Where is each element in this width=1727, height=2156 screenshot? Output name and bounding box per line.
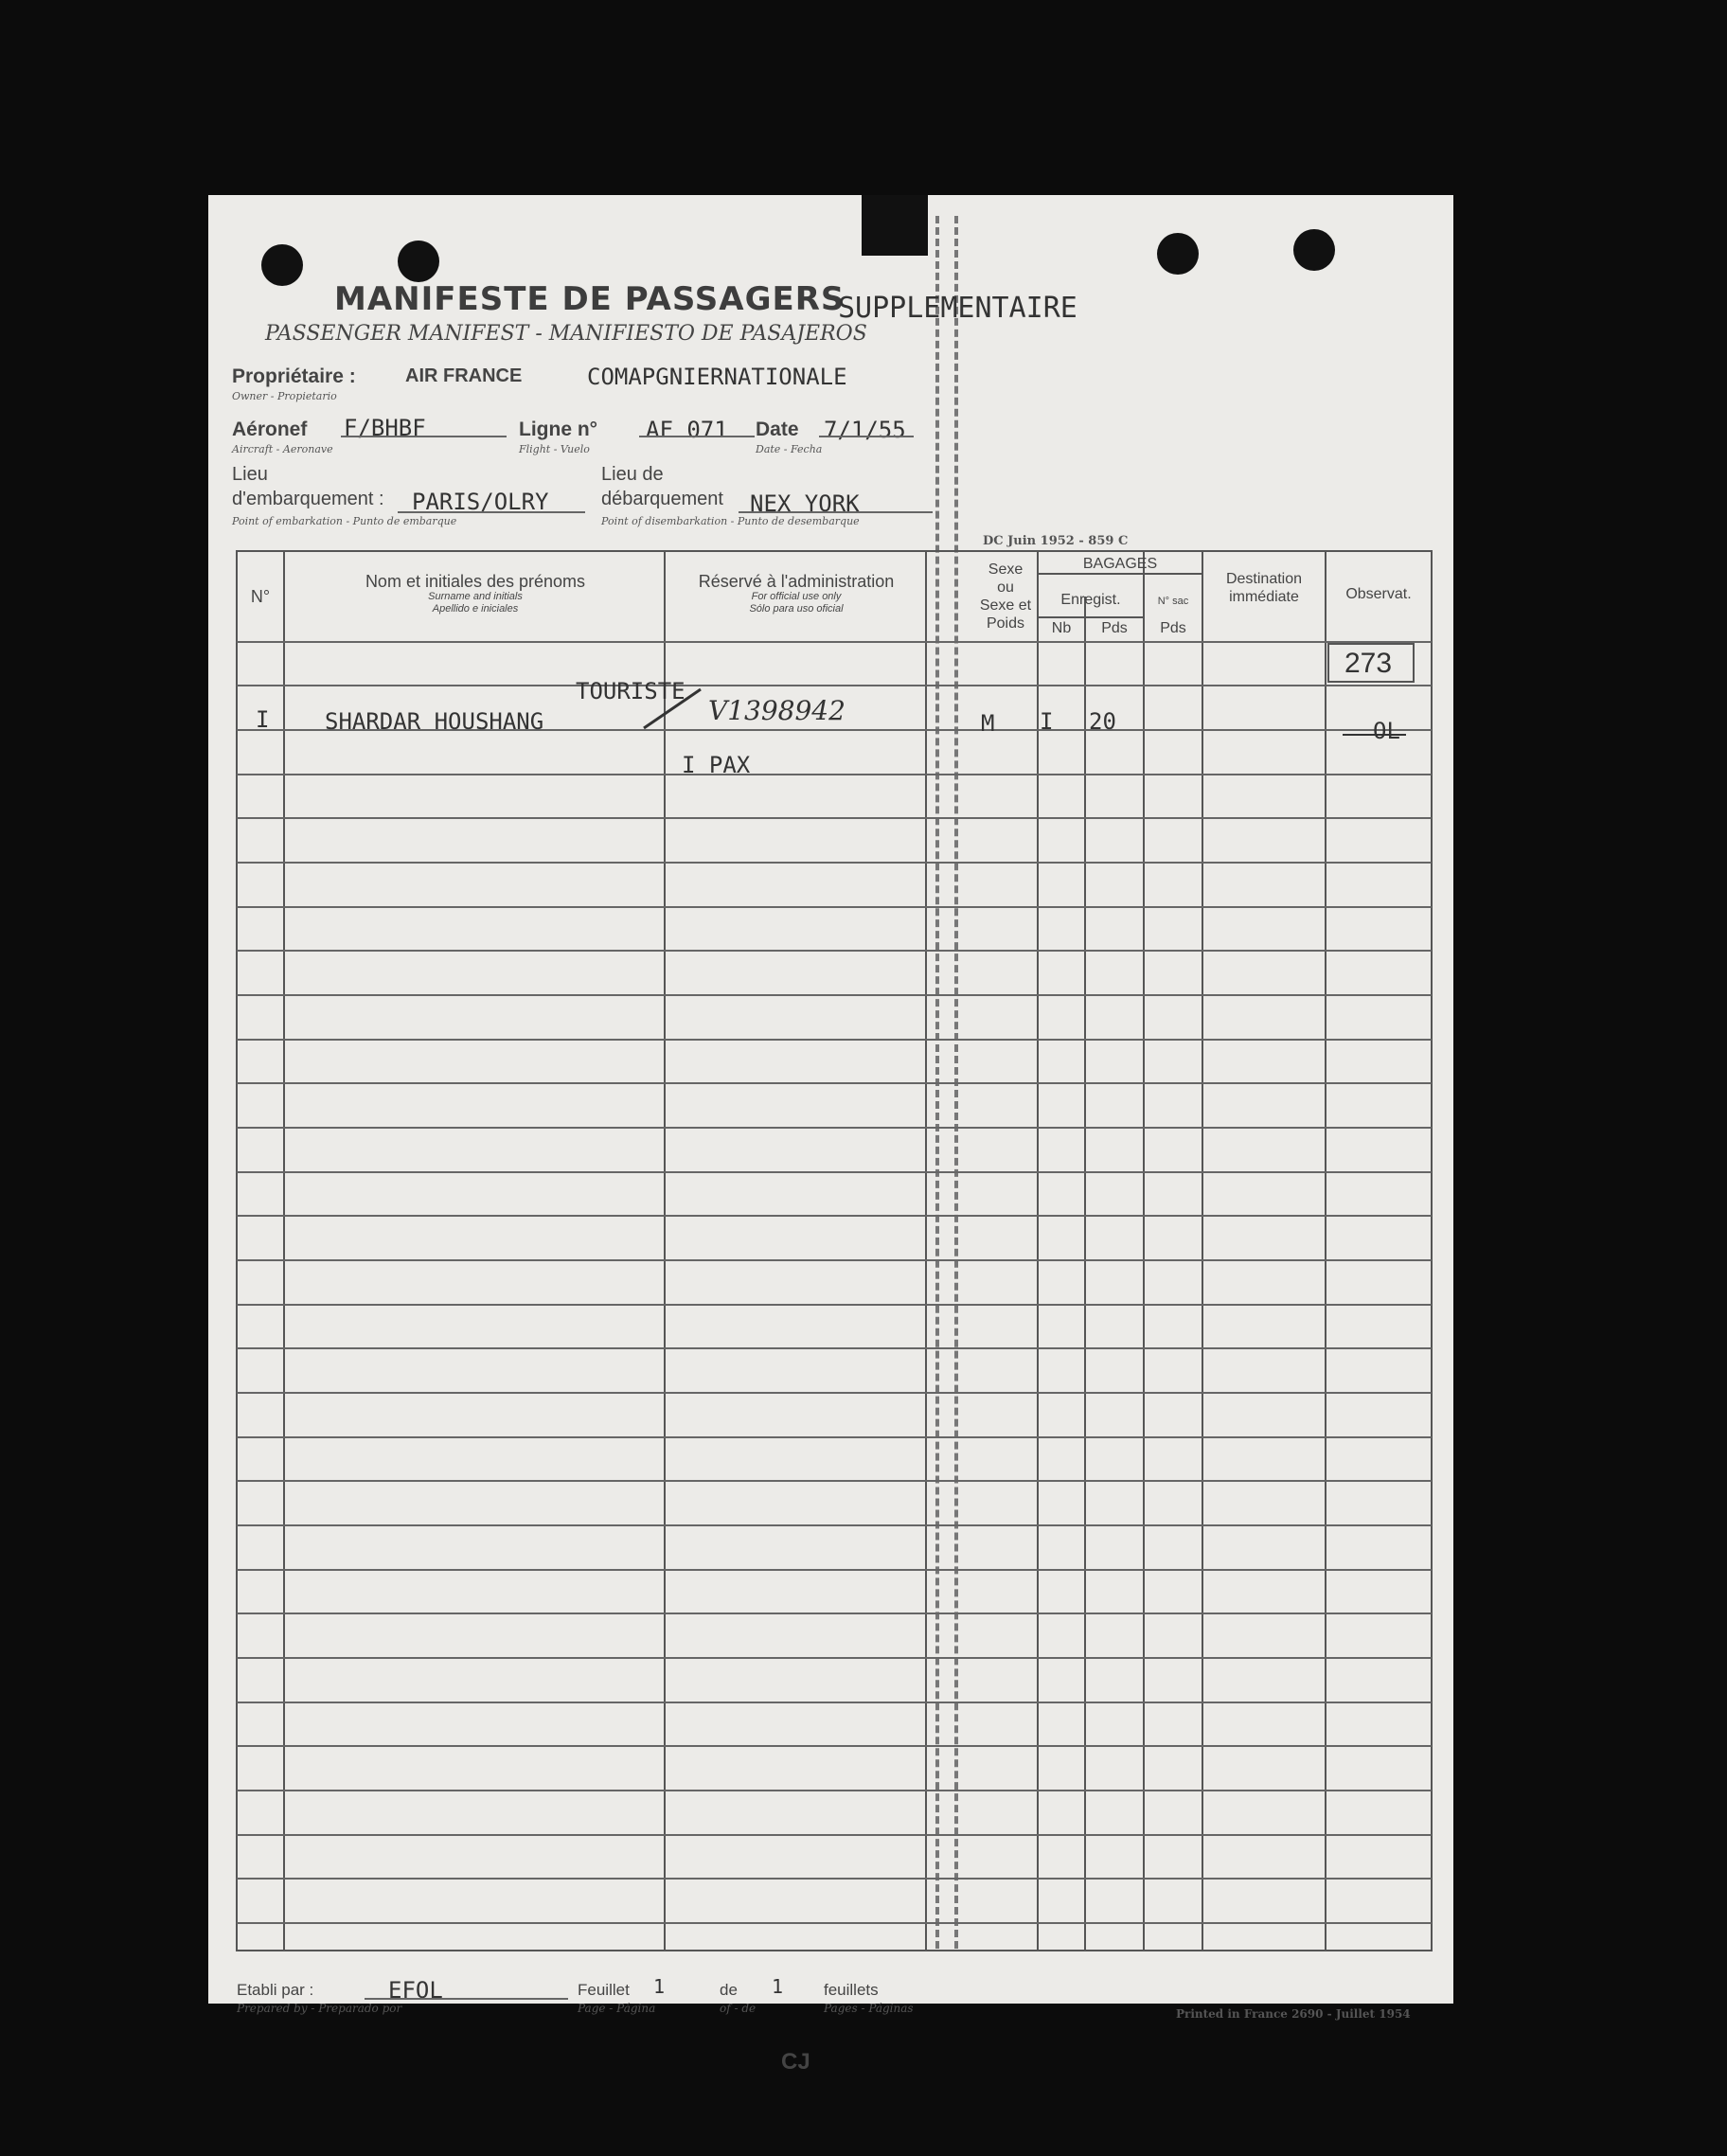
aircraft-sublabel: Aircraft - Aeronave [232,443,333,455]
of-label: de [720,1981,738,1999]
owner-label: Propriétaire : [232,365,356,387]
disembarkation-sublabel: Point of disembarkation - Punto de desembarque [601,515,860,527]
owner-sublabel: Owner - Propietario [232,390,337,402]
passenger-name: SHARDAR HOUSHANG [325,708,544,735]
flight-sublabel: Flight - Vuelo [519,443,590,455]
owner-printed-value: AIR FRANCE [405,365,523,386]
disembarkation-label-1: Lieu de [601,464,664,485]
col-header-pds: Pds [1101,620,1128,636]
prepared-value: EFOL [388,1977,443,2004]
passenger-sex: M [981,710,995,737]
observ-number: 273 [1344,648,1393,679]
manifest-title: MANIFESTE DE PASSAGERS [334,280,846,318]
disembarkation-label-2: débarquement [601,489,723,509]
embarkation-value: PARIS/OLRY [412,489,549,515]
embarkation-label-1: Lieu [232,464,268,485]
admin-number: V1398942 [708,695,846,726]
col-header-observ: Observat. [1345,586,1412,602]
col-header-enregist: Enregist. [1060,592,1121,608]
manifest-sheet [208,195,1453,2075]
class-note: TOURISTE [576,678,685,704]
col-header-nb: Nb [1051,620,1072,636]
printed-note: Printed in France 2690 - Juillet 1954 [1176,2007,1411,2021]
bag-count: I [1040,708,1054,735]
prepared-sublabel: Prepared by - Preparado por [237,2002,402,2015]
of-value: 1 [772,1975,784,1998]
owner-typed-value: COMAPGNIERNATIONALE [587,364,847,390]
sheets-label: feuillets [824,1981,879,1999]
date-label: Date [756,419,799,440]
embarkation-label-2: d'embarquement : [232,489,384,509]
row-number: I [256,706,270,733]
sheet-value: 1 [653,1975,666,1998]
flight-value: AF 071 [646,417,728,443]
col-header-sex: Sexe ou Sexe et Poids [979,561,1032,632]
pax-note: I PAX [682,752,751,778]
col-header-pds2: Pds [1160,620,1186,636]
flight-label: Ligne n° [519,419,598,440]
of-sublabel: of - de [720,2002,757,2015]
prepared-label: Etabli par : [237,1981,314,1999]
manifest-table-grid [208,195,1453,2004]
date-value: 7/1/55 [824,417,906,443]
col-header-number: N° [250,587,271,606]
disembarkation-value: NEX YORK [750,490,860,517]
embarkation-sublabel: Point of embarkation - Punto de embarque [232,515,457,527]
sheets-sublabel: Pages - Páginas [824,2002,914,2015]
aircraft-value: F/BHBF [344,415,426,441]
aircraft-label: Aéronef [232,419,308,440]
bag-weight: 20 [1089,708,1116,735]
date-sublabel: Date - Fecha [756,443,823,455]
form-reference: DC Juin 1952 - 859 C [983,534,1129,548]
observ-note: OL [1373,718,1400,744]
manifest-title-typed: SUPPLEMENTAIRE [838,292,1077,325]
sheet-label: Feuillet [578,1981,630,1999]
col-header-nsac: N° sac [1157,596,1189,607]
prepared-line [365,1998,568,2000]
col-header-name: Nom et initiales des prénoms Surname and initials Apellido e iniciales [365,572,586,615]
col-header-admin: Réservé à l'administration For official use only Sólo para uso oficial [698,572,895,615]
col-header-destination: Destination immédiate [1225,571,1303,605]
col-header-bagages: BAGAGES [1082,556,1158,572]
sheet-sublabel: Page - Página [578,2002,656,2015]
initials: CJ [781,2049,810,2075]
manifest-subtitle: PASSENGER MANIFEST - MANIFIESTO DE PASAJEROS [265,322,867,346]
